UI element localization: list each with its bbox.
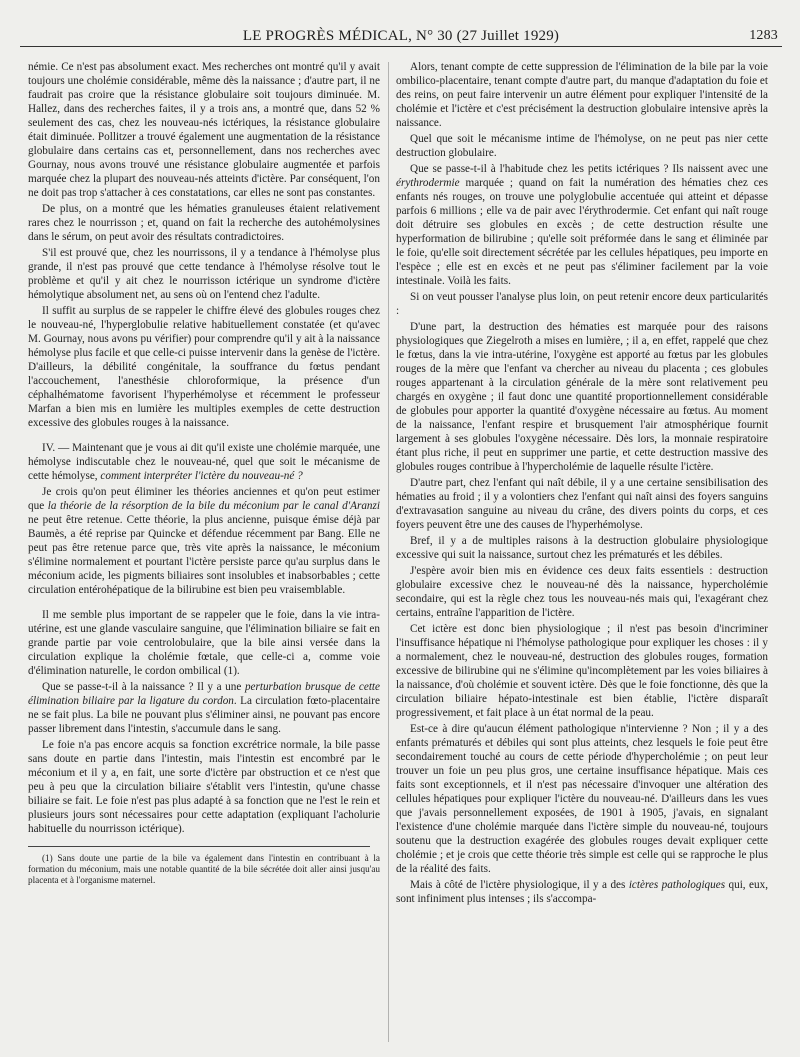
paragraph: D'autre part, chez l'enfant qui naît débile, il y a une certaine sensibilisation des hématies au froid ; il y a volontiers chez l'enfant qui naît ainsi des foyers sanguins d'extravasation sanguine au niveau du crâne, des divers points du corps, et ces foyers peuvent être une des causes de l'hyperhémolyse. [396,477,768,531]
paragraph: Quel que soit le mécanisme intime de l'hémolyse, on ne peut pas nier cette destruction globulaire. [396,133,768,159]
journal-title: LE PROGRÈS MÉDICAL, N° 30 (27 Juillet 1929) [242,28,560,44]
footnote-rule [28,846,370,847]
text-run: Que se passe-t-il à l'habitude chez les petits ictériques ? Ils naissent avec une [410,163,768,175]
paragraph: S'il est prouvé que, chez les nourrissons, il y a tendance à l'hémolyse plus grande, il n'est pas prouvé que cette tendance à l'hémolyse résolve tout le problème et qu'il y ait chez le nourrisson ictérique un syndrome d'ictère hémolytique absolument net, au sens où on l'entend chez l'adulte. [28,247,380,301]
paragraph: Il suffit au surplus de se rappeler le chiffre élevé des globules rouges chez le nouveau-né, l'hyperglobulie relative habituellement constatée (et qu'avec M. Gournay, nous avons pu vérifier) pour comprendre qu'il y ait à la naissance hémolyse plus facile et que celle-ci puisse intervenir dans la genèse de l'ictère. D'ailleurs, la débilité congénitale, la souffrance du fœtus pendant l'accouchement, l'anesthésie chloroformique, la présence d'un céphalhématome favorisent l'hyperhémolyse et récemment le professeur Marfan a bien mis en lumière les multiples exemples de cette destruction excessive des globules rouges à la naissance. [28,305,380,429]
left-column [28,60,380,888]
column-divider [388,62,389,1042]
paragraph: Cet ictère est donc bien physiologique ; il n'est pas besoin d'incriminer l'insuffisance hépatique ni l'hémolyse pathologique pour expliquer les choses : il y a normalement, chez le nouveau-né, destruction des globules rouges, formation excessive de bilirubine qui ne s'élimine qu'incomplètement par les voies biliaires à la naissance, d'où cholémie et souvent ictère. Dès que le foie fonctionne, dès que la circulation biliaire hépato-intestinale est bien établie, l'ictère disparaît progressivement, et fait place à un état normal de la peau. [396,623,769,719]
italic-run: érythrodermie [396,177,460,189]
paragraph: Si on veut pousser l'analyse plus loin, on peut retenir encore deux particularités : [396,291,768,317]
paragraph [28,485,380,597]
text-run: IV. — Maintenant que je vous ai dit qu'il existe une cholémie marquée, une hémolyse indiscutable chez le nouveau-né, quel que soit le mécanisme de cette hémolyse, [28,442,380,482]
section-iv-paragraph [28,441,380,483]
paragraph: Alors, tenant compte de cette suppression de l'élimination de la bile par la voie ombilico-placentaire, tenant compte d'autre part, du manque d'adaptation du foie et des reins, on peut faire intervenir un autre élément pour expliquer l'intensité de la cholémie et l'ictère et c'est précisément la destruction globulaire intensive après la naissance. [396,61,768,129]
italic-run: perturbation brusque de cette élimination biliaire par la ligature du cordon [28,681,381,707]
text-run: Je crois qu'on peut éliminer les théories anciennes et qu'on peut estimer que [28,486,380,512]
paragraph: Le foie n'a pas encore acquis sa fonction excrétrice normale, la bile passe sans doute en partie dans l'intestin, mais l'intestin est encombré par le méconium et il y a, en fait, une sorte d'ictère par obstruction et ce n'est que peu à peu que la circulation biliaire s'établit vers l'intestin, qu'une chasse biliaire se fait. Le foie n'est pas plus adapté à sa fonction que ne l'est le rein et plusieurs jours sont nécessaires pour cette adaptation (expliquant l'acholurie habituelle du nourrisson ictérique). [28,739,380,835]
text-run: ne peut être retenue. Cette théorie, la plus ancienne, puisque émise déjà par Baumès, a été reprise par Quincke et défendue récemment par Bang. Elle ne peut pas être retenue parce que, très vite après la naissance, le méconium s'élimine normalement et pourtant l'ictère persiste parce qu'au surplus dans le méconium acide, les pigments biliaires sont insolubles et inabsorbables ; cette circulation entérohépatique de la bilirubine est bien peu vraisemblable. [28,514,380,596]
footnote: (1) Sans doute une partie de la bile va également dans l'intestin en contribuant à la formation du méconium, mais une notable quantité de la bile sécrétée doit aller ainsi jusqu'au placenta et à l'organisme maternel. [28,853,380,885]
text-run: Que se passe-t-il à la naissance ? Il y a une [42,681,245,693]
italic-run: ictères pathologiques [628,879,726,891]
text-run: qui, eux, sont infiniment plus intenses ; ils s'accompa- [396,879,768,905]
italic-run: comment interpréter l'ictère du nouveau-né ? [100,470,303,482]
paragraph [396,878,768,906]
paragraph: némie. Ce n'est pas absolument exact. Mes recherches ont montré qu'il y avait toujours une cholémie considérable, même dès la naissance ; d'autre part, il ne faudrait pas croire que la résistance globulaire soit toujours diminuée. M. Hallez, dans des recherches faites, il y a trois ans, a montré que, dans 52 % seulement des cas, chez les nouveau-nés ictériques, la résistance globulaire était diminuée. Pollitzer a trouvé également une augmentation de la résistance globulaire dans certains cas et, personnellement, dans nos recherches avec Gournay, nous avons trouvé une résistance globulaire augmentée et parfois marquée chez la plupart des nouveau-nés atteints d'ictère. Par conséquent, l'on ne doit pas trop s'attacher à ces constatations, car elles ne sont pas constantes. [28,61,380,199]
text-run: marquée ; quand on fait la numération des hématies chez ces enfants nés rouges, on trouve une polyglobulie accentuée qui atteint et dépasse parfois 6 millions ; elle va de pair avec l'érythrodermie. Cet enfant qui naît rouge doit détruire ses globules en excès ; de cette destruction résulte une hyperformation de bilirubine ; qu'elle soit préformée dans le sang et éliminée par le foie, qu'elle soit directement sécrétée par les cellules hépatiques, peu importe en l'espèce ; elle est en excès et ne peut pas s'éliminer facilement par la voie intestinale. Voilà les faits. [396,177,768,287]
paragraph [28,680,380,736]
page-number: 1283 [749,28,778,43]
italic-run: la théorie de la résorption de la bile du méconium par le canal d'Aranzi [47,500,380,512]
right-column [396,60,768,908]
running-header [20,26,782,48]
paragraph: De plus, on a montré que les hématies granuleuses étaient relativement rares chez le nourrisson ; et, quand on fait la recherche des autohémolysines dans le sérum, on peut avoir des résultats contradictoires. [28,203,380,243]
paragraph: Bref, il y a de multiples raisons à la destruction globulaire physiologique excessive qui suit la naissance, surtout chez les prématurés et les débiles. [396,535,768,561]
paragraph: D'une part, la destruction des hématies est marquée pour des raisons physiologiques que Ziegelroth a mises en lumière, ; il a, en effet, rappelé que chez le fœtus, dans la vie intra-utérine, l'oxygène est apporté au fœtus par les globules rouges de la mère que l'enfant va chercher au niveau du placenta ; ces globules rouges appartenant à la circulation générale de la mère sont relativement peu chargés en oxygène ; il faut donc une quantité proportionnellement considérable de globules pour apporter la quantité d'oxygène nécessaire au fœtus. Au moment de la naissance, l'enfant respire et brusquement l'air atmosphérique fournit largement à ses globules l'oxygène nécessaire. Dès lors, la monnaie respiratoire étant plus riche, il peut en supprimer une partie, et cette destruction massive des globules rouges contribue à l'hypercholémie de laquelle résulte l'ictère. [396,321,768,473]
paragraph: Est-ce à dire qu'aucun élément pathologique n'intervienne ? Non ; il y a des enfants prématurés et débiles qui sont plus atteints, chez lesquels le foie peut être secondairement touché au cours de cette période d'hypercholémie ; on peut leur trouver un foie un peu plus gros, une certaine insuffisance hépatique. Mais ces faits sont exceptionnels, et il n'est pas nécessaire d'invoquer une altération des cellules hépatiques pour expliquer l'ictère du nouveau-né. D'ailleurs dans les vues que j'avais personnellement exposées, de 1901 à 1905, j'avais, en signalant l'existence d'une cholémie marquée dans l'ictère simple du nouveau-né, toujours soutenu que la destruction exagérée des globules rouges devait expliquer cette cholémie ; et je crois que cette théorie très simple est celle qui se rapproche le plus de la réalité des faits. [396,723,768,875]
text-run: Mais à côté de l'ictère physiologique, il y a des [410,879,629,891]
header-rule [20,46,782,47]
paragraph: Il me semble plus important de se rappeler que le foie, dans la vie intra-utérine, est une glande vasculaire sanguine, que l'élimination biliaire se fait en grande partie par voie centrolobulaire, que la bile ainsi versée dans la circulation explique la cholémie fœtale, que celle-ci a, comme voie d'élimination naturelle, le cordon ombilical (1). [28,609,380,677]
paragraph [396,162,768,288]
paragraph: J'espère avoir bien mis en évidence ces deux faits essentiels : destruction globulaire excessive chez le nouveau-né dès la naissance, hypercholémie secondaire, qui est la règle chez tous les nouveau-nés mais qui, l'exagérant chez certains, entraîne l'apparition de l'ictère. [396,565,768,619]
text-run: . La circulation fœto-placentaire ne se fait plus. La bile ne pouvant plus s'éliminer ainsi, ne pouvant pas encore passer librement dans l'intestin, s'accumule dans le sang. [28,695,380,735]
